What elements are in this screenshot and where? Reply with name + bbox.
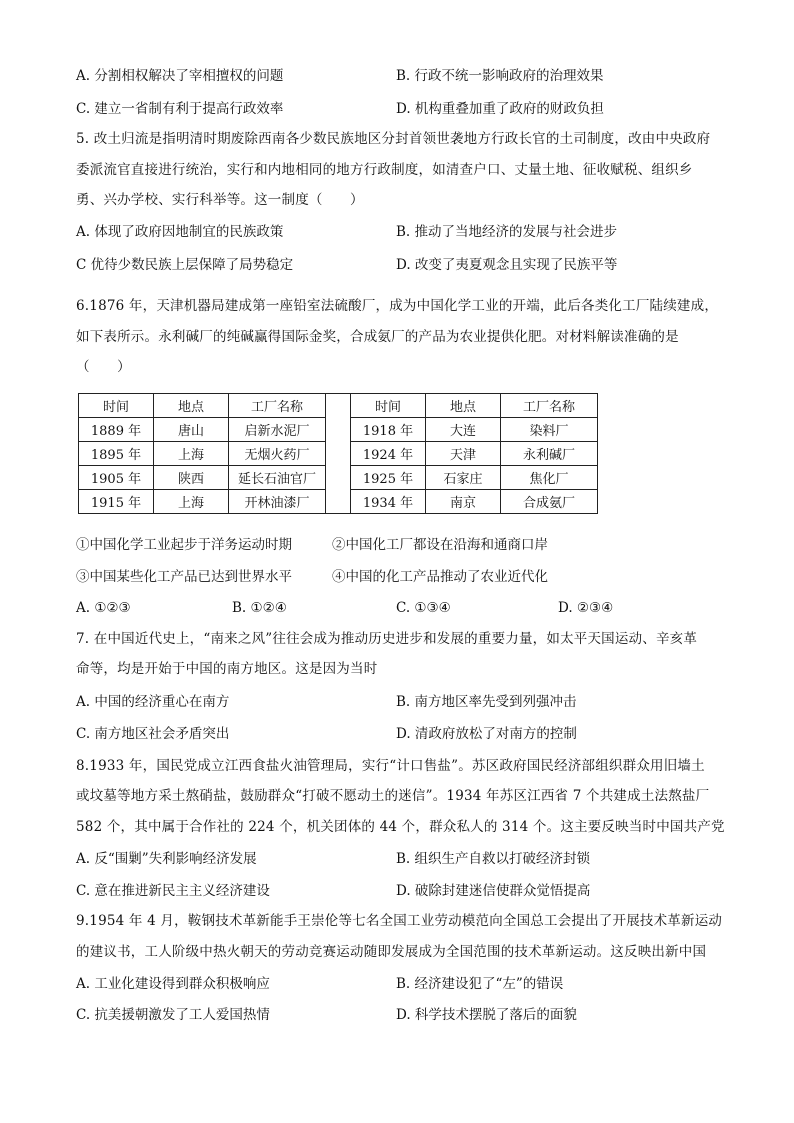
table-cell: 1934 年 [351,490,426,514]
header-place-left: 地点 [154,394,229,418]
q4-option-b: B. 行政不统一影响政府的治理效果 [396,68,604,84]
q7-option-d: D. 清政府放松了对南方的控制 [396,726,577,742]
q5-option-b: B. 推动了当地经济的发展与社会进步 [396,224,618,240]
q7-option-a: A. 中国的经济重心在南方 [76,694,230,710]
table-cell: 永利碱厂 [501,442,598,466]
q9-stem-line-2: 的建议书，工人阶级中热火朝天的劳动竞赛运动随即发展成为全国范围的技术革新运动。这反映出新中国 [76,944,707,960]
q7-stem-line-2: 命等，均是开始于中国的南方地区。这是因为当时 [76,661,378,677]
q6-option-b: B. ①②④ [232,600,287,616]
q6-stem-line-2: 如下表所示。永利碱厂的纯碱赢得国际金奖，合成氨厂的产品为农业提供化肥。对材料解读准确的是 [76,329,679,345]
table-cell: 合成氨厂 [501,490,598,514]
table-cell: 延长石油官厂 [229,466,326,490]
q7-option-c: C. 南方地区社会矛盾突出 [76,726,230,742]
q9-option-b: B. 经济建设犯了“左”的错误 [396,976,564,992]
table-header-row [79,394,598,418]
q9-option-a: A. 工业化建设得到群众积极响应 [76,976,270,992]
table-cell: 天津 [426,442,501,466]
q6-option-d: D. ②③④ [558,600,614,616]
q6-stem-line-3: （ ） [76,359,131,375]
table-cell: 1905 年 [79,466,154,490]
table-cell: 1915 年 [79,490,154,514]
table-cell: 开林油漆厂 [229,490,326,514]
header-time-right: 时间 [351,394,426,418]
factory-table [78,393,598,514]
q8-option-c: C. 意在推进新民主主义经济建设 [76,883,270,899]
header-factory-right: 工厂名称 [501,394,598,418]
table-cell: 上海 [154,490,229,514]
q5-stem-line-3: 勇、兴办学校、实行科举等。这一制度（ ） [76,192,364,208]
q8-option-b: B. 组织生产自救以打破经济封锁 [396,851,591,867]
table-cell: 陕西 [154,466,229,490]
table-cell: 1889 年 [79,418,154,442]
q9-option-d: D. 科学技术摆脱了落后的面貌 [396,1007,577,1023]
q6-statement-4: ④中国的化工产品推动了农业近代化 [332,569,548,585]
table-cell: 石家庄 [426,466,501,490]
q5-stem-line-2: 委派流官直接进行统治，实行和内地相同的地方行政制度，如清查户口、丈量土地、征收赋税、组织乡 [76,162,693,178]
header-time-left: 时间 [79,394,154,418]
table-cell: 焦化厂 [501,466,598,490]
q6-option-c: C. ①③④ [396,600,451,616]
q8-stem-line-3: 582 个，其中属于合作社的 224 个，机关团体的 44 个，群众私人的 314 个。这主要反映当时中国共产党 [76,819,725,835]
table-cell: 上海 [154,442,229,466]
q5-option-a: A. 体现了政府因地制宜的民族政策 [76,224,284,240]
q4-option-c: C. 建立一省制有利于提高行政效率 [76,101,284,117]
q7-stem-line-1: 7. 在中国近代史上，“南来之风”往往会成为推动历史进步和发展的重要力量，如太平天国运动、辛亥革 [76,631,698,647]
table-cell: 1918 年 [351,418,426,442]
header-factory-left: 工厂名称 [229,394,326,418]
table-cell: 大连 [426,418,501,442]
table-cell: 染料厂 [501,418,598,442]
table-cell: 南京 [426,490,501,514]
table-cell: 无烟火药厂 [229,442,326,466]
q6-stem-line-1: 6.1876 年，天津机器局建成第一座铅室法硫酸厂，成为中国化学工业的开端，此后各类化工厂陆续建成， [76,298,719,314]
q5-option-c: C 优待少数民族上层保障了局势稳定 [76,257,294,273]
q8-option-d: D. 破除封建迷信使群众觉悟提高 [396,883,591,899]
table-cell: 唐山 [154,418,229,442]
q9-stem-line-1: 9.1954 年 4 月，鞍钢技术革新能手王崇伦等七名全国工业劳动模范向全国总工会提出了开展技术革新运动 [76,913,723,929]
header-place-right: 地点 [426,394,501,418]
q6-statement-1: ①中国化学工业起步于洋务运动时期 [76,537,292,553]
q5-stem-line-1: 5. 改土归流是指明清时期废除西南各少数民族地区分封首领世袭地方行政长官的土司制度，改由中央政府 [76,131,711,147]
q5-option-d: D. 改变了夷夏观念且实现了民族平等 [396,257,618,273]
q6-statement-3: ③中国某些化工产品已达到世界水平 [76,569,292,585]
q8-option-a: A. 反“围剿”失利影响经济发展 [76,851,257,867]
table-cell: 1925 年 [351,466,426,490]
q9-option-c: C. 抗美援朝激发了工人爱国热情 [76,1007,270,1023]
q8-stem-line-1: 8.1933 年，国民党成立江西食盐火油管理局，实行“计口售盐”。苏区政府国民经济部组织群众用旧墙土 [76,758,705,774]
q7-option-b: B. 南方地区率先受到列强冲击 [396,694,577,710]
table-cell: 启新水泥厂 [229,418,326,442]
q4-option-d: D. 机构重叠加重了政府的财政负担 [396,101,604,117]
table-divider [326,394,351,514]
q6-statement-2: ②中国化工厂都设在沿海和通商口岸 [332,537,548,553]
q6-option-a: A. ①②③ [76,600,131,616]
q8-stem-line-2: 或坟墓等地方采土熬硝盐，鼓励群众“打破不愿动土的迷信”。1934 年苏区江西省 7 个共建成土法熬盐厂 [76,788,710,804]
table-cell: 1924 年 [351,442,426,466]
table-cell: 1895 年 [79,442,154,466]
q4-option-a: A. 分割相权解决了宰相擅权的问题 [76,68,284,84]
